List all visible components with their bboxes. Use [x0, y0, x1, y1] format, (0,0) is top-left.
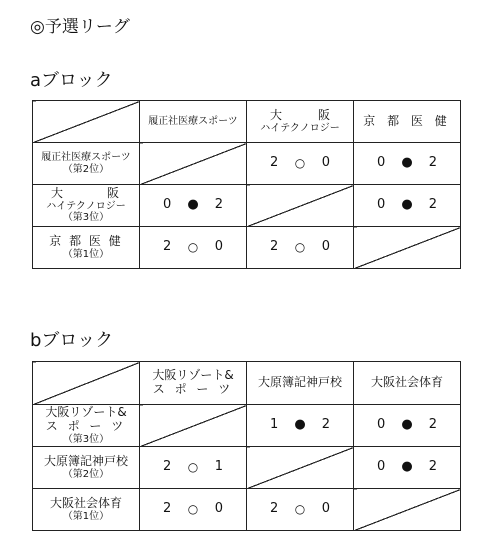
score-left: 0 [377, 417, 386, 433]
col-header [247, 362, 354, 405]
header-row [33, 101, 461, 143]
score-right: 2 [428, 459, 437, 475]
col-header-label: 大原簿記神戸校 [257, 375, 342, 390]
row-team-rank: （第1位） [62, 510, 110, 522]
result-cell [247, 489, 354, 531]
score-left: 2 [163, 501, 172, 517]
score-right: 0 [321, 239, 330, 255]
row-header [33, 447, 140, 489]
loss-mark-icon: ● [187, 197, 199, 213]
result-cell [140, 447, 247, 489]
score-left: 2 [270, 239, 279, 255]
table-row [33, 143, 461, 185]
score-left: 1 [270, 417, 279, 433]
row-team-name: ス ポ ー ツ [45, 418, 127, 433]
row-header [33, 227, 140, 269]
col-header [140, 362, 247, 405]
row-team-name: 大阪リゾート& [45, 404, 127, 419]
col-header-label: 大 阪 [269, 107, 330, 122]
loss-mark-icon: ● [294, 417, 306, 433]
result-cell [247, 143, 354, 185]
loss-mark-icon: ● [401, 155, 413, 171]
row-header [33, 405, 140, 447]
score-left: 0 [377, 155, 386, 171]
header-row [33, 362, 461, 405]
row-header [33, 143, 140, 185]
self-cell [247, 185, 354, 227]
score-right: 0 [214, 501, 223, 517]
row-team-name: 大原簿記神戸校 [43, 453, 128, 468]
col-header [354, 101, 461, 143]
row-team-rank: （第1位） [62, 248, 110, 260]
col-header [247, 101, 354, 143]
row-team-rank: （第2位） [62, 468, 110, 480]
table-row [33, 185, 461, 227]
loss-mark-icon: ● [401, 459, 413, 475]
row-header [33, 185, 140, 227]
col-header-label: 大阪リゾート& [152, 368, 234, 383]
table-row [33, 227, 461, 269]
col-header [140, 101, 247, 143]
block-b-table [32, 361, 461, 531]
score-right: 0 [321, 501, 330, 517]
score-left: 2 [163, 459, 172, 475]
page-title: ◎予選リーグ [30, 17, 130, 37]
result-cell [247, 405, 354, 447]
win-mark-icon: ○ [294, 501, 306, 516]
score-left: 2 [270, 155, 279, 171]
row-team-name: 大阪社会体育 [49, 495, 122, 510]
col-header-label: 大阪社会体育 [370, 375, 443, 390]
col-header-label: ハイテクノロジー [260, 122, 340, 134]
table-row [33, 405, 461, 447]
result-cell [140, 227, 247, 269]
score-right: 1 [214, 459, 223, 475]
table-row [33, 447, 461, 489]
row-header [33, 489, 140, 531]
col-header-label: 履正社医療スポーツ [148, 115, 238, 127]
col-header-label: ス ポ ー ツ [152, 382, 234, 396]
row-team-name: 大 阪 [50, 186, 121, 201]
self-cell [140, 143, 247, 185]
row-team-rank: （第3位） [62, 433, 110, 445]
win-mark-icon: ○ [187, 501, 199, 516]
score-left: 2 [163, 239, 172, 255]
score-left: 0 [377, 459, 386, 475]
block-a-title: aブロック [30, 70, 113, 91]
score-right: 0 [321, 155, 330, 171]
row-team-name: 履正社医療スポーツ [41, 152, 131, 163]
score-right: 2 [428, 417, 437, 433]
result-cell [354, 143, 461, 185]
result-cell [247, 227, 354, 269]
score-right: 2 [321, 417, 330, 433]
row-team-name: 京 都 医 健 [49, 233, 123, 248]
corner-cell [33, 362, 140, 405]
loss-mark-icon: ● [401, 417, 413, 433]
win-mark-icon: ○ [294, 155, 306, 170]
row-team-rank: （第2位） [62, 163, 110, 175]
result-cell [354, 447, 461, 489]
self-cell [247, 447, 354, 489]
self-cell [354, 227, 461, 269]
corner-cell [33, 101, 140, 143]
col-header [354, 362, 461, 405]
win-mark-icon: ○ [187, 459, 199, 474]
score-right: 0 [214, 239, 223, 255]
self-cell [354, 489, 461, 531]
win-mark-icon: ○ [294, 239, 306, 254]
result-cell [354, 405, 461, 447]
result-cell [354, 185, 461, 227]
score-left: 0 [377, 197, 386, 213]
score-left: 0 [163, 197, 172, 213]
block-a-table [32, 100, 461, 269]
score-right: 2 [428, 197, 437, 213]
block-b-title: bブロック [30, 330, 114, 351]
col-header-label: 京 都 医 健 [363, 113, 451, 128]
table-row [33, 489, 461, 531]
result-cell [140, 185, 247, 227]
score-right: 2 [428, 155, 437, 171]
row-team-name: ハイテクノロジー [46, 200, 126, 212]
win-mark-icon: ○ [187, 239, 199, 254]
score-right: 2 [214, 197, 223, 213]
score-left: 2 [270, 501, 279, 517]
row-team-rank: （第3位） [62, 212, 110, 224]
loss-mark-icon: ● [401, 197, 413, 213]
result-cell [140, 489, 247, 531]
self-cell [140, 405, 247, 447]
